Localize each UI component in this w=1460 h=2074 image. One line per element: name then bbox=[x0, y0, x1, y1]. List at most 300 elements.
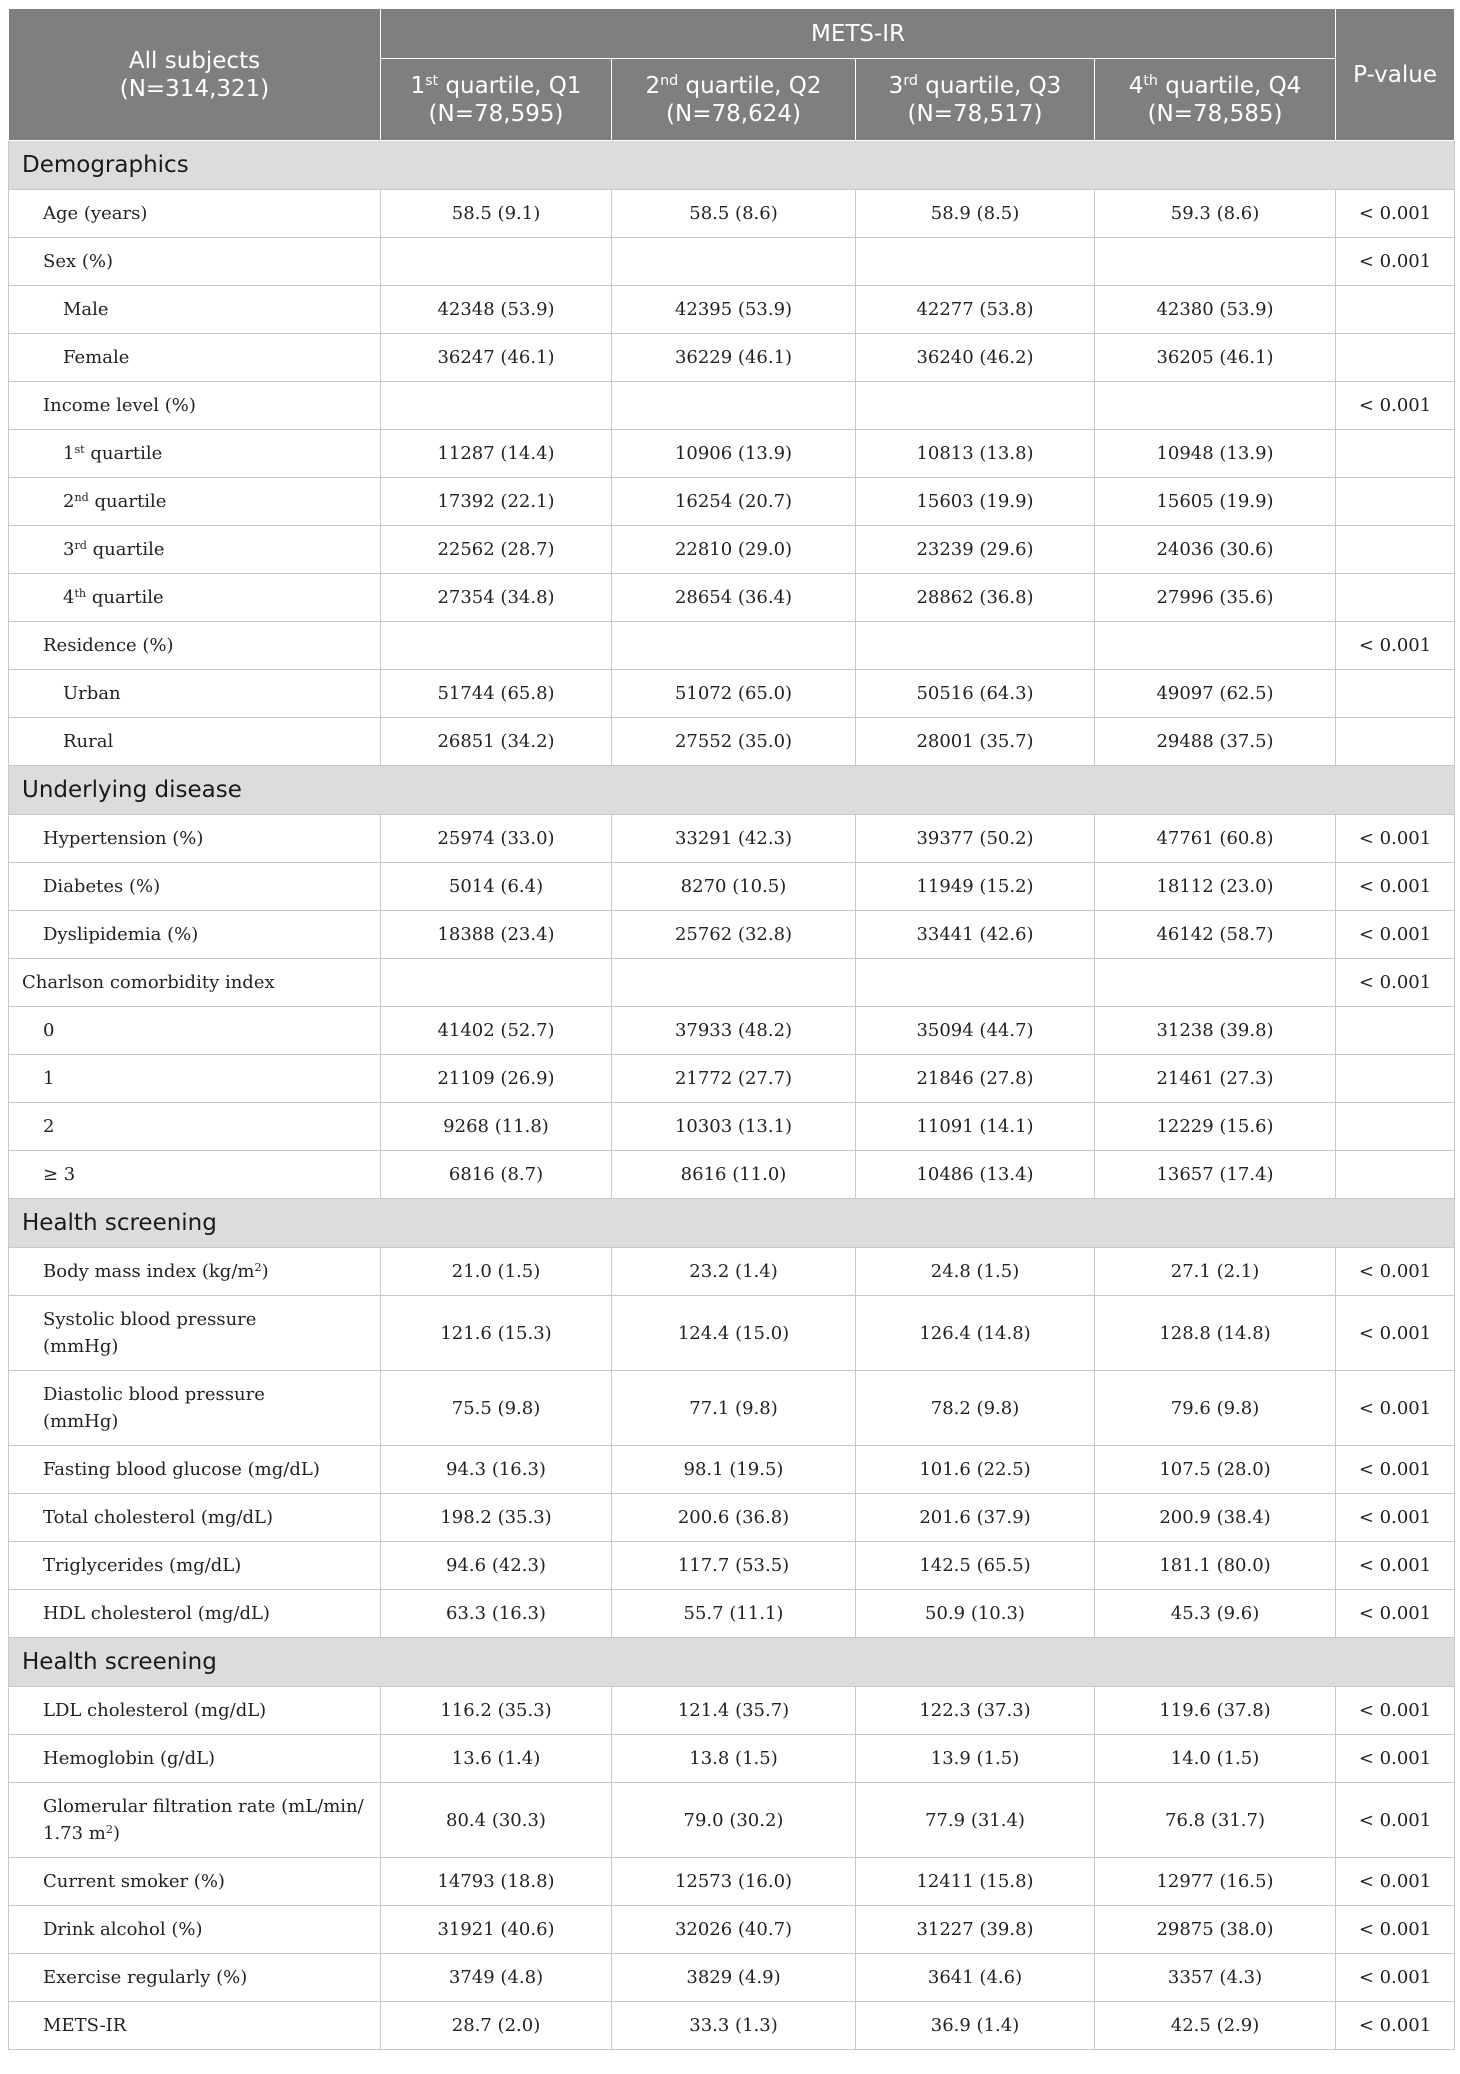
quartile-ordinal: 2 bbox=[645, 72, 661, 99]
cell-q3: 23239 (29.6) bbox=[856, 526, 1095, 574]
cell-pvalue: < 0.001 bbox=[1336, 1735, 1455, 1783]
table-row bbox=[9, 622, 1455, 670]
row-label bbox=[9, 1055, 381, 1103]
cell-pvalue: < 0.001 bbox=[1336, 190, 1455, 238]
row-label bbox=[9, 1007, 381, 1055]
quartile-name: quartile, Q3 bbox=[917, 72, 1062, 99]
quartile-title bbox=[381, 72, 611, 100]
quartile-ordinal: 4 bbox=[1128, 72, 1144, 99]
cell-q2: 10906 (13.9) bbox=[612, 430, 856, 478]
cell-q2: 42395 (53.9) bbox=[612, 286, 856, 334]
section-title: Underlying disease bbox=[9, 766, 1455, 815]
table-row bbox=[9, 190, 1455, 238]
cell-q3: 15603 (19.9) bbox=[856, 478, 1095, 526]
quartile-ordinal-suffix: nd bbox=[660, 72, 679, 89]
table-row bbox=[9, 430, 1455, 478]
row-label-text: Dyslipidemia (%) bbox=[43, 924, 199, 945]
cell-q3: 31227 (39.8) bbox=[856, 1906, 1095, 1954]
table-row bbox=[9, 286, 1455, 334]
row-label bbox=[9, 526, 381, 574]
cell-q4: 18112 (23.0) bbox=[1095, 863, 1336, 911]
cell-q1: 5014 (6.4) bbox=[381, 863, 612, 911]
row-label-text: Diabetes (%) bbox=[43, 876, 161, 897]
cell-q1: 51744 (65.8) bbox=[381, 670, 612, 718]
quartile-n: (N=78,517) bbox=[907, 100, 1043, 127]
cell-q1 bbox=[381, 382, 612, 430]
cell-q4: 12229 (15.6) bbox=[1095, 1103, 1336, 1151]
cell-q3: 101.6 (22.5) bbox=[856, 1446, 1095, 1494]
cell-q4: 24036 (30.6) bbox=[1095, 526, 1336, 574]
cell-q4 bbox=[1095, 382, 1336, 430]
cell-q1: 11287 (14.4) bbox=[381, 430, 612, 478]
cell-q3: 142.5 (65.5) bbox=[856, 1542, 1095, 1590]
table-row bbox=[9, 1151, 1455, 1199]
cell-pvalue: < 0.001 bbox=[1336, 1494, 1455, 1542]
row-label bbox=[9, 1446, 381, 1494]
table-row bbox=[9, 1783, 1455, 1858]
table-row bbox=[9, 1590, 1455, 1638]
cell-q1 bbox=[381, 622, 612, 670]
row-label-text: Fasting blood glucose (mg/dL) bbox=[43, 1459, 320, 1480]
row-label-ordinal-suffix: st bbox=[74, 442, 85, 456]
cell-pvalue: < 0.001 bbox=[1336, 863, 1455, 911]
cell-q4: 27.1 (2.1) bbox=[1095, 1248, 1336, 1296]
cell-q4: 79.6 (9.8) bbox=[1095, 1371, 1336, 1446]
pvalue-header: P-value bbox=[1336, 9, 1455, 141]
cell-q2: 8270 (10.5) bbox=[612, 863, 856, 911]
section-title: Health screening bbox=[9, 1638, 1455, 1687]
cell-q2: 55.7 (11.1) bbox=[612, 1590, 856, 1638]
row-label-text: HDL cholesterol (mg/dL) bbox=[43, 1603, 270, 1624]
cell-pvalue bbox=[1336, 1103, 1455, 1151]
row-label bbox=[9, 1735, 381, 1783]
cell-q2: 98.1 (19.5) bbox=[612, 1446, 856, 1494]
cell-q1: 22562 (28.7) bbox=[381, 526, 612, 574]
cell-q1: 31921 (40.6) bbox=[381, 1906, 612, 1954]
row-label bbox=[9, 1296, 381, 1371]
cell-q2: 21772 (27.7) bbox=[612, 1055, 856, 1103]
cell-q3: 58.9 (8.5) bbox=[856, 190, 1095, 238]
quartile-ordinal: 3 bbox=[888, 72, 904, 99]
table-row bbox=[9, 1687, 1455, 1735]
row-label bbox=[9, 1687, 381, 1735]
quartile-title bbox=[1095, 72, 1335, 100]
cell-q3: 11949 (15.2) bbox=[856, 863, 1095, 911]
row-label-ordinal-suffix: th bbox=[74, 586, 87, 600]
row-label bbox=[9, 815, 381, 863]
cell-q4: 15605 (19.9) bbox=[1095, 478, 1336, 526]
quartile-name: quartile, Q4 bbox=[1157, 72, 1302, 99]
cell-pvalue: < 0.001 bbox=[1336, 382, 1455, 430]
table-container bbox=[8, 8, 1454, 2050]
section-row bbox=[9, 1638, 1455, 1687]
cell-q3: 126.4 (14.8) bbox=[856, 1296, 1095, 1371]
cell-q3: 36.9 (1.4) bbox=[856, 2002, 1095, 2050]
table-header bbox=[9, 9, 1455, 141]
table-row bbox=[9, 1296, 1455, 1371]
row-label bbox=[9, 334, 381, 382]
cell-q3: 201.6 (37.9) bbox=[856, 1494, 1095, 1542]
cell-q4: 42.5 (2.9) bbox=[1095, 2002, 1336, 2050]
cell-q1: 94.3 (16.3) bbox=[381, 1446, 612, 1494]
cell-pvalue bbox=[1336, 286, 1455, 334]
row-label-ordinal-suffix: nd bbox=[74, 490, 89, 504]
row-label bbox=[9, 1371, 381, 1446]
table-row bbox=[9, 1858, 1455, 1906]
table-row bbox=[9, 382, 1455, 430]
table-row bbox=[9, 670, 1455, 718]
cell-q2: 25762 (32.8) bbox=[612, 911, 856, 959]
quartile-header bbox=[612, 59, 856, 141]
cell-q1: 26851 (34.2) bbox=[381, 718, 612, 766]
cell-pvalue bbox=[1336, 334, 1455, 382]
quartile-n: (N=78,624) bbox=[666, 100, 801, 127]
cell-q4: 107.5 (28.0) bbox=[1095, 1446, 1336, 1494]
row-label-ordinal: 2 bbox=[63, 491, 75, 512]
table-row bbox=[9, 526, 1455, 574]
row-label-text: Residence (%) bbox=[43, 635, 174, 656]
cell-q3 bbox=[856, 959, 1095, 1007]
cell-q4: 181.1 (80.0) bbox=[1095, 1542, 1336, 1590]
cell-q4: 76.8 (31.7) bbox=[1095, 1783, 1336, 1858]
row-label bbox=[9, 478, 381, 526]
cell-q3 bbox=[856, 238, 1095, 286]
cell-q1: 94.6 (42.3) bbox=[381, 1542, 612, 1590]
quartile-ordinal: 1 bbox=[410, 72, 426, 99]
cell-pvalue bbox=[1336, 574, 1455, 622]
cell-pvalue bbox=[1336, 1007, 1455, 1055]
cell-pvalue: < 0.001 bbox=[1336, 1687, 1455, 1735]
cell-pvalue: < 0.001 bbox=[1336, 1783, 1455, 1858]
table-row bbox=[9, 815, 1455, 863]
table-body bbox=[9, 141, 1455, 2050]
cell-q1: 18388 (23.4) bbox=[381, 911, 612, 959]
cell-q1: 198.2 (35.3) bbox=[381, 1494, 612, 1542]
row-label bbox=[9, 2002, 381, 2050]
cell-q2: 27552 (35.0) bbox=[612, 718, 856, 766]
cell-pvalue bbox=[1336, 526, 1455, 574]
row-label-text: METS-IR bbox=[43, 2015, 127, 2036]
row-label-text: Systolic blood pressure bbox=[43, 1309, 257, 1330]
cell-q3: 39377 (50.2) bbox=[856, 815, 1095, 863]
row-label bbox=[9, 286, 381, 334]
cell-q2: 33.3 (1.3) bbox=[612, 2002, 856, 2050]
all-subjects-n: (N=314,321) bbox=[119, 75, 270, 102]
group-header: METS-IR bbox=[381, 9, 1336, 59]
row-label bbox=[9, 430, 381, 478]
table-row bbox=[9, 1735, 1455, 1783]
cell-pvalue: < 0.001 bbox=[1336, 1590, 1455, 1638]
cell-q4: 13657 (17.4) bbox=[1095, 1151, 1336, 1199]
row-label-text: 0 bbox=[43, 1020, 55, 1041]
table-row bbox=[9, 1371, 1455, 1446]
row-label-superscript: 2 bbox=[254, 1260, 262, 1274]
row-label-text: Total cholesterol (mg/dL) bbox=[43, 1507, 274, 1528]
all-subjects-label: All subjects bbox=[128, 47, 261, 74]
quartile-name: quartile, Q1 bbox=[438, 72, 582, 99]
cell-pvalue bbox=[1336, 1055, 1455, 1103]
table-row bbox=[9, 1542, 1455, 1590]
row-label-text: Triglycerides (mg/dL) bbox=[43, 1555, 242, 1576]
all-subjects-header bbox=[9, 9, 381, 141]
row-label-line2: (mmHg) bbox=[43, 1411, 119, 1432]
cell-q2: 22810 (29.0) bbox=[612, 526, 856, 574]
cell-pvalue bbox=[1336, 1151, 1455, 1199]
row-label-ordinal-suffix: rd bbox=[74, 538, 87, 552]
cell-q3: 3641 (4.6) bbox=[856, 1954, 1095, 2002]
cell-q3: 36240 (46.2) bbox=[856, 334, 1095, 382]
row-label bbox=[9, 1906, 381, 1954]
quartile-title bbox=[856, 72, 1094, 100]
cell-pvalue: < 0.001 bbox=[1336, 1858, 1455, 1906]
cell-q3 bbox=[856, 622, 1095, 670]
cell-q3: 50.9 (10.3) bbox=[856, 1590, 1095, 1638]
table-row bbox=[9, 1494, 1455, 1542]
cell-q4: 42380 (53.9) bbox=[1095, 286, 1336, 334]
table-row bbox=[9, 238, 1455, 286]
cell-q1: 41402 (52.7) bbox=[381, 1007, 612, 1055]
row-label-ordinal: 1 bbox=[63, 443, 75, 464]
row-label bbox=[9, 1248, 381, 1296]
cell-q1: 9268 (11.8) bbox=[381, 1103, 612, 1151]
cell-pvalue: < 0.001 bbox=[1336, 1371, 1455, 1446]
cell-pvalue: < 0.001 bbox=[1336, 238, 1455, 286]
cell-q2: 16254 (20.7) bbox=[612, 478, 856, 526]
cell-q4: 49097 (62.5) bbox=[1095, 670, 1336, 718]
cell-q4 bbox=[1095, 238, 1336, 286]
cell-q4: 200.9 (38.4) bbox=[1095, 1494, 1336, 1542]
baseline-characteristics-table bbox=[8, 8, 1455, 2050]
cell-q2 bbox=[612, 382, 856, 430]
cell-q1: 58.5 (9.1) bbox=[381, 190, 612, 238]
table-row bbox=[9, 1007, 1455, 1055]
cell-q2: 79.0 (30.2) bbox=[612, 1783, 856, 1858]
quartile-header bbox=[856, 59, 1095, 141]
row-label-text: Current smoker (%) bbox=[43, 1871, 225, 1892]
row-label bbox=[9, 718, 381, 766]
cell-q2 bbox=[612, 959, 856, 1007]
row-label-text: Drink alcohol (%) bbox=[43, 1919, 203, 1940]
quartile-n: (N=78,585) bbox=[1147, 100, 1283, 127]
row-label-line2-suffix: ) bbox=[112, 1823, 121, 1844]
table-row bbox=[9, 2002, 1455, 2050]
cell-q3: 10813 (13.8) bbox=[856, 430, 1095, 478]
cell-q4: 31238 (39.8) bbox=[1095, 1007, 1336, 1055]
cell-q4 bbox=[1095, 622, 1336, 670]
cell-q3: 10486 (13.4) bbox=[856, 1151, 1095, 1199]
cell-pvalue: < 0.001 bbox=[1336, 622, 1455, 670]
row-label-text: 2 bbox=[43, 1116, 55, 1137]
cell-pvalue: < 0.001 bbox=[1336, 959, 1455, 1007]
quartile-ordinal-suffix: st bbox=[425, 72, 439, 89]
section-title: Health screening bbox=[9, 1199, 1455, 1248]
cell-q4: 27996 (35.6) bbox=[1095, 574, 1336, 622]
row-label-line2: (mmHg) bbox=[43, 1336, 119, 1357]
cell-pvalue: < 0.001 bbox=[1336, 1542, 1455, 1590]
row-label-text: Hemoglobin (g/dL) bbox=[43, 1748, 216, 1769]
row-label-text: quartile bbox=[86, 539, 165, 560]
cell-q1: 25974 (33.0) bbox=[381, 815, 612, 863]
row-label-text: quartile bbox=[86, 587, 164, 608]
row-label-suffix: ) bbox=[261, 1261, 269, 1282]
cell-pvalue: < 0.001 bbox=[1336, 1248, 1455, 1296]
table-row bbox=[9, 1954, 1455, 2002]
cell-q4 bbox=[1095, 959, 1336, 1007]
quartile-header bbox=[381, 59, 612, 141]
quartile-header bbox=[1095, 59, 1336, 141]
cell-q2: 77.1 (9.8) bbox=[612, 1371, 856, 1446]
row-label-text: Glomerular filtration rate (mL/min/ bbox=[43, 1796, 364, 1817]
cell-q3: 28001 (35.7) bbox=[856, 718, 1095, 766]
cell-q3: 28862 (36.8) bbox=[856, 574, 1095, 622]
table-row bbox=[9, 863, 1455, 911]
cell-q3: 77.9 (31.4) bbox=[856, 1783, 1095, 1858]
row-label-ordinal: 3 bbox=[63, 539, 75, 560]
cell-q4: 119.6 (37.8) bbox=[1095, 1687, 1336, 1735]
cell-q3 bbox=[856, 382, 1095, 430]
row-label bbox=[9, 959, 381, 1007]
cell-q1: 42348 (53.9) bbox=[381, 286, 612, 334]
cell-q1: 28.7 (2.0) bbox=[381, 2002, 612, 2050]
row-label bbox=[9, 382, 381, 430]
table-row bbox=[9, 1906, 1455, 1954]
row-label-text: ≥ 3 bbox=[43, 1164, 76, 1185]
row-label-text: Exercise regularly (%) bbox=[43, 1967, 248, 1988]
cell-q3: 42277 (53.8) bbox=[856, 286, 1095, 334]
row-label bbox=[9, 1494, 381, 1542]
cell-q2: 8616 (11.0) bbox=[612, 1151, 856, 1199]
row-label bbox=[9, 1542, 381, 1590]
row-label-ordinal: 4 bbox=[63, 587, 75, 608]
cell-q4: 3357 (4.3) bbox=[1095, 1954, 1336, 2002]
cell-q3: 24.8 (1.5) bbox=[856, 1248, 1095, 1296]
cell-pvalue: < 0.001 bbox=[1336, 815, 1455, 863]
cell-q4: 47761 (60.8) bbox=[1095, 815, 1336, 863]
row-label-text: Diastolic blood pressure bbox=[43, 1384, 265, 1405]
row-label bbox=[9, 574, 381, 622]
table-row bbox=[9, 959, 1455, 1007]
row-label bbox=[9, 670, 381, 718]
row-label-text: Sex (%) bbox=[43, 251, 114, 272]
cell-pvalue: < 0.001 bbox=[1336, 1446, 1455, 1494]
cell-q2: 28654 (36.4) bbox=[612, 574, 856, 622]
cell-q2: 32026 (40.7) bbox=[612, 1906, 856, 1954]
cell-q1: 17392 (22.1) bbox=[381, 478, 612, 526]
cell-q2: 121.4 (35.7) bbox=[612, 1687, 856, 1735]
cell-q4: 29488 (37.5) bbox=[1095, 718, 1336, 766]
cell-q2: 37933 (48.2) bbox=[612, 1007, 856, 1055]
row-label-text: LDL cholesterol (mg/dL) bbox=[43, 1700, 267, 1721]
cell-q2: 33291 (42.3) bbox=[612, 815, 856, 863]
section-row bbox=[9, 766, 1455, 815]
cell-q1: 80.4 (30.3) bbox=[381, 1783, 612, 1858]
cell-q4: 59.3 (8.6) bbox=[1095, 190, 1336, 238]
cell-q3: 78.2 (9.8) bbox=[856, 1371, 1095, 1446]
cell-q1: 14793 (18.8) bbox=[381, 1858, 612, 1906]
row-label bbox=[9, 1954, 381, 2002]
quartile-name: quartile, Q2 bbox=[678, 72, 822, 99]
cell-q1: 3749 (4.8) bbox=[381, 1954, 612, 2002]
cell-pvalue bbox=[1336, 430, 1455, 478]
quartile-n: (N=78,595) bbox=[428, 100, 564, 127]
cell-q1: 75.5 (9.8) bbox=[381, 1371, 612, 1446]
cell-q1: 21109 (26.9) bbox=[381, 1055, 612, 1103]
row-label-text: quartile bbox=[84, 443, 163, 464]
row-label-text: Male bbox=[63, 299, 109, 320]
cell-q3: 33441 (42.6) bbox=[856, 911, 1095, 959]
cell-q2: 117.7 (53.5) bbox=[612, 1542, 856, 1590]
table-row bbox=[9, 718, 1455, 766]
table-row bbox=[9, 334, 1455, 382]
table-row bbox=[9, 574, 1455, 622]
cell-q2: 200.6 (36.8) bbox=[612, 1494, 856, 1542]
cell-q2: 36229 (46.1) bbox=[612, 334, 856, 382]
section-row bbox=[9, 141, 1455, 190]
cell-q3: 13.9 (1.5) bbox=[856, 1735, 1095, 1783]
table-row bbox=[9, 1248, 1455, 1296]
row-label bbox=[9, 190, 381, 238]
table-row bbox=[9, 1103, 1455, 1151]
row-label-line2: 1.73 m bbox=[43, 1823, 106, 1844]
cell-q3: 35094 (44.7) bbox=[856, 1007, 1095, 1055]
row-label bbox=[9, 1151, 381, 1199]
row-label-text: Rural bbox=[63, 731, 114, 752]
cell-q2 bbox=[612, 238, 856, 286]
row-label-text: Age (years) bbox=[43, 203, 148, 224]
cell-q3: 21846 (27.8) bbox=[856, 1055, 1095, 1103]
cell-q1: 116.2 (35.3) bbox=[381, 1687, 612, 1735]
cell-q2: 12573 (16.0) bbox=[612, 1858, 856, 1906]
cell-q4: 21461 (27.3) bbox=[1095, 1055, 1336, 1103]
cell-q4: 45.3 (9.6) bbox=[1095, 1590, 1336, 1638]
table-row bbox=[9, 1055, 1455, 1103]
row-label-line2-superscript: 2 bbox=[105, 1822, 113, 1836]
table-row bbox=[9, 911, 1455, 959]
quartile-ordinal-suffix: rd bbox=[903, 72, 918, 89]
cell-pvalue: < 0.001 bbox=[1336, 911, 1455, 959]
row-label bbox=[9, 622, 381, 670]
table-row bbox=[9, 1446, 1455, 1494]
row-label-text: Income level (%) bbox=[43, 395, 196, 416]
cell-pvalue bbox=[1336, 718, 1455, 766]
cell-q2: 3829 (4.9) bbox=[612, 1954, 856, 2002]
section-row bbox=[9, 1199, 1455, 1248]
cell-q1: 27354 (34.8) bbox=[381, 574, 612, 622]
cell-q2: 58.5 (8.6) bbox=[612, 190, 856, 238]
cell-q2: 10303 (13.1) bbox=[612, 1103, 856, 1151]
row-label-text: Urban bbox=[63, 683, 121, 704]
cell-q4: 14.0 (1.5) bbox=[1095, 1735, 1336, 1783]
table-row bbox=[9, 478, 1455, 526]
row-label-text: Body mass index (kg/m bbox=[43, 1261, 255, 1282]
row-label bbox=[9, 863, 381, 911]
cell-q1: 13.6 (1.4) bbox=[381, 1735, 612, 1783]
row-label bbox=[9, 1858, 381, 1906]
cell-q4: 46142 (58.7) bbox=[1095, 911, 1336, 959]
row-label-text: Female bbox=[63, 347, 130, 368]
cell-q3: 12411 (15.8) bbox=[856, 1858, 1095, 1906]
cell-q4: 29875 (38.0) bbox=[1095, 1906, 1336, 1954]
cell-q2: 23.2 (1.4) bbox=[612, 1248, 856, 1296]
cell-q2: 13.8 (1.5) bbox=[612, 1735, 856, 1783]
row-label bbox=[9, 911, 381, 959]
cell-q3: 122.3 (37.3) bbox=[856, 1687, 1095, 1735]
row-label bbox=[9, 1590, 381, 1638]
row-label-text: 1 bbox=[43, 1068, 55, 1089]
cell-q1: 63.3 (16.3) bbox=[381, 1590, 612, 1638]
cell-q2: 124.4 (15.0) bbox=[612, 1296, 856, 1371]
cell-pvalue bbox=[1336, 670, 1455, 718]
